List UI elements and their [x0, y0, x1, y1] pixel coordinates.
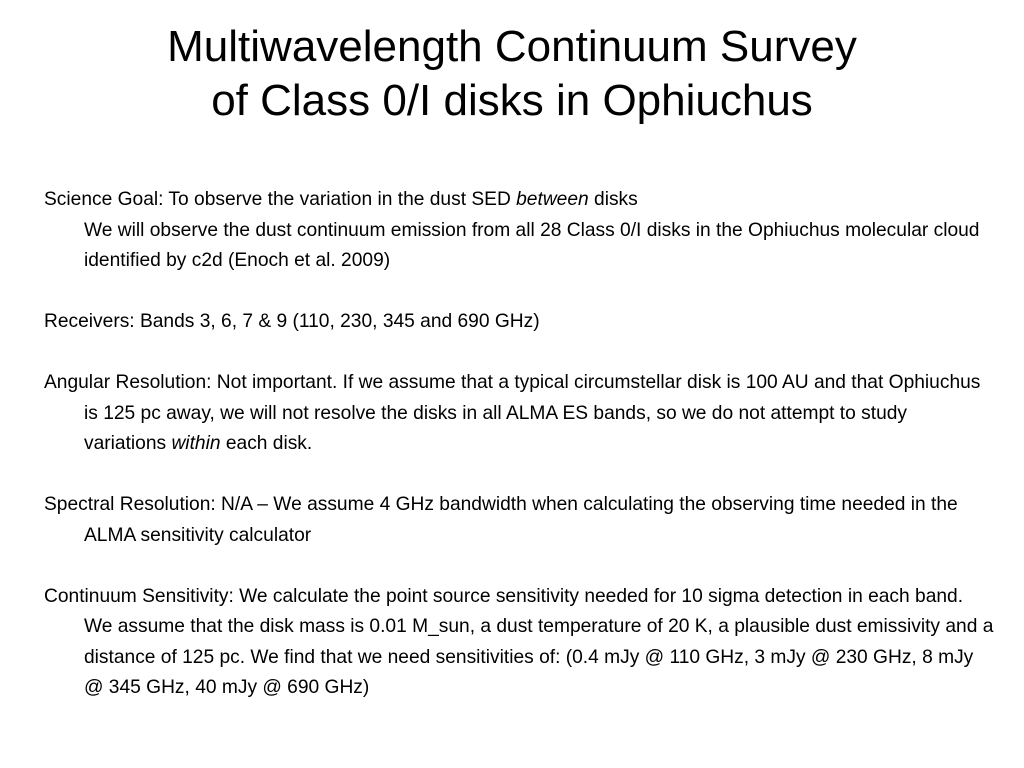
angular-resolution-paragraph [44, 368, 994, 460]
receivers-paragraph: Receivers: Bands 3, 6, 7 & 9 (110, 230, 345 and 690 GHz) [44, 311, 540, 332]
angular-resolution-text: Angular Resolution: Not important. If we assume that a typical circumstellar disk is 100 AU and that Ophiuchus is 125 pc away, we will not resolve the disks in all ALMA ES bands, so we do not attempt to study variations [44, 372, 981, 454]
science-goal-emphasis: between [516, 189, 589, 210]
spacer [44, 277, 994, 308]
title-line-2: of Class 0/I disks in Ophiuchus [211, 76, 813, 125]
science-goal-detail: We will observe the dust continuum emission from all 28 Class 0/I disks in the Ophiuchus molecular cloud identified by c2d (Enoch et al. 2009) [84, 219, 980, 271]
spacer [44, 460, 994, 491]
spacer [44, 338, 994, 369]
continuum-sensitivity-paragraph: Continuum Sensitivity: We calculate the point source sensitivity needed for 10 sigma detection in each band. We assume that the disk mass is 0.01 M_sun, a dust temperature of 20 K, a plausible dust emissivity and a distance of 125 pc. We find that we need sensitivities of: (0.4 mJy @ 110 GHz, 3 mJy @ 230 GHz, 8 mJy @ 345 GHz, 40 mJy @ 690 GHz) [44, 585, 994, 698]
spectral-resolution-paragraph: Spectral Resolution: N/A – We assume 4 GHz bandwidth when calculating the observing time needed in the ALMA sensitivity calculator [44, 494, 958, 546]
angular-resolution-tail: each disk. [220, 433, 313, 454]
science-goal-paragraph [44, 185, 994, 277]
slide-title [0, 20, 1024, 128]
angular-resolution-emphasis: within [171, 433, 221, 454]
science-goal-tail: disks [588, 189, 638, 210]
spacer [44, 551, 994, 582]
slide-body [44, 185, 994, 704]
science-goal-text: Science Goal: To observe the variation in the dust SED [44, 189, 517, 210]
title-line-1: Multiwavelength Continuum Survey [167, 22, 857, 71]
